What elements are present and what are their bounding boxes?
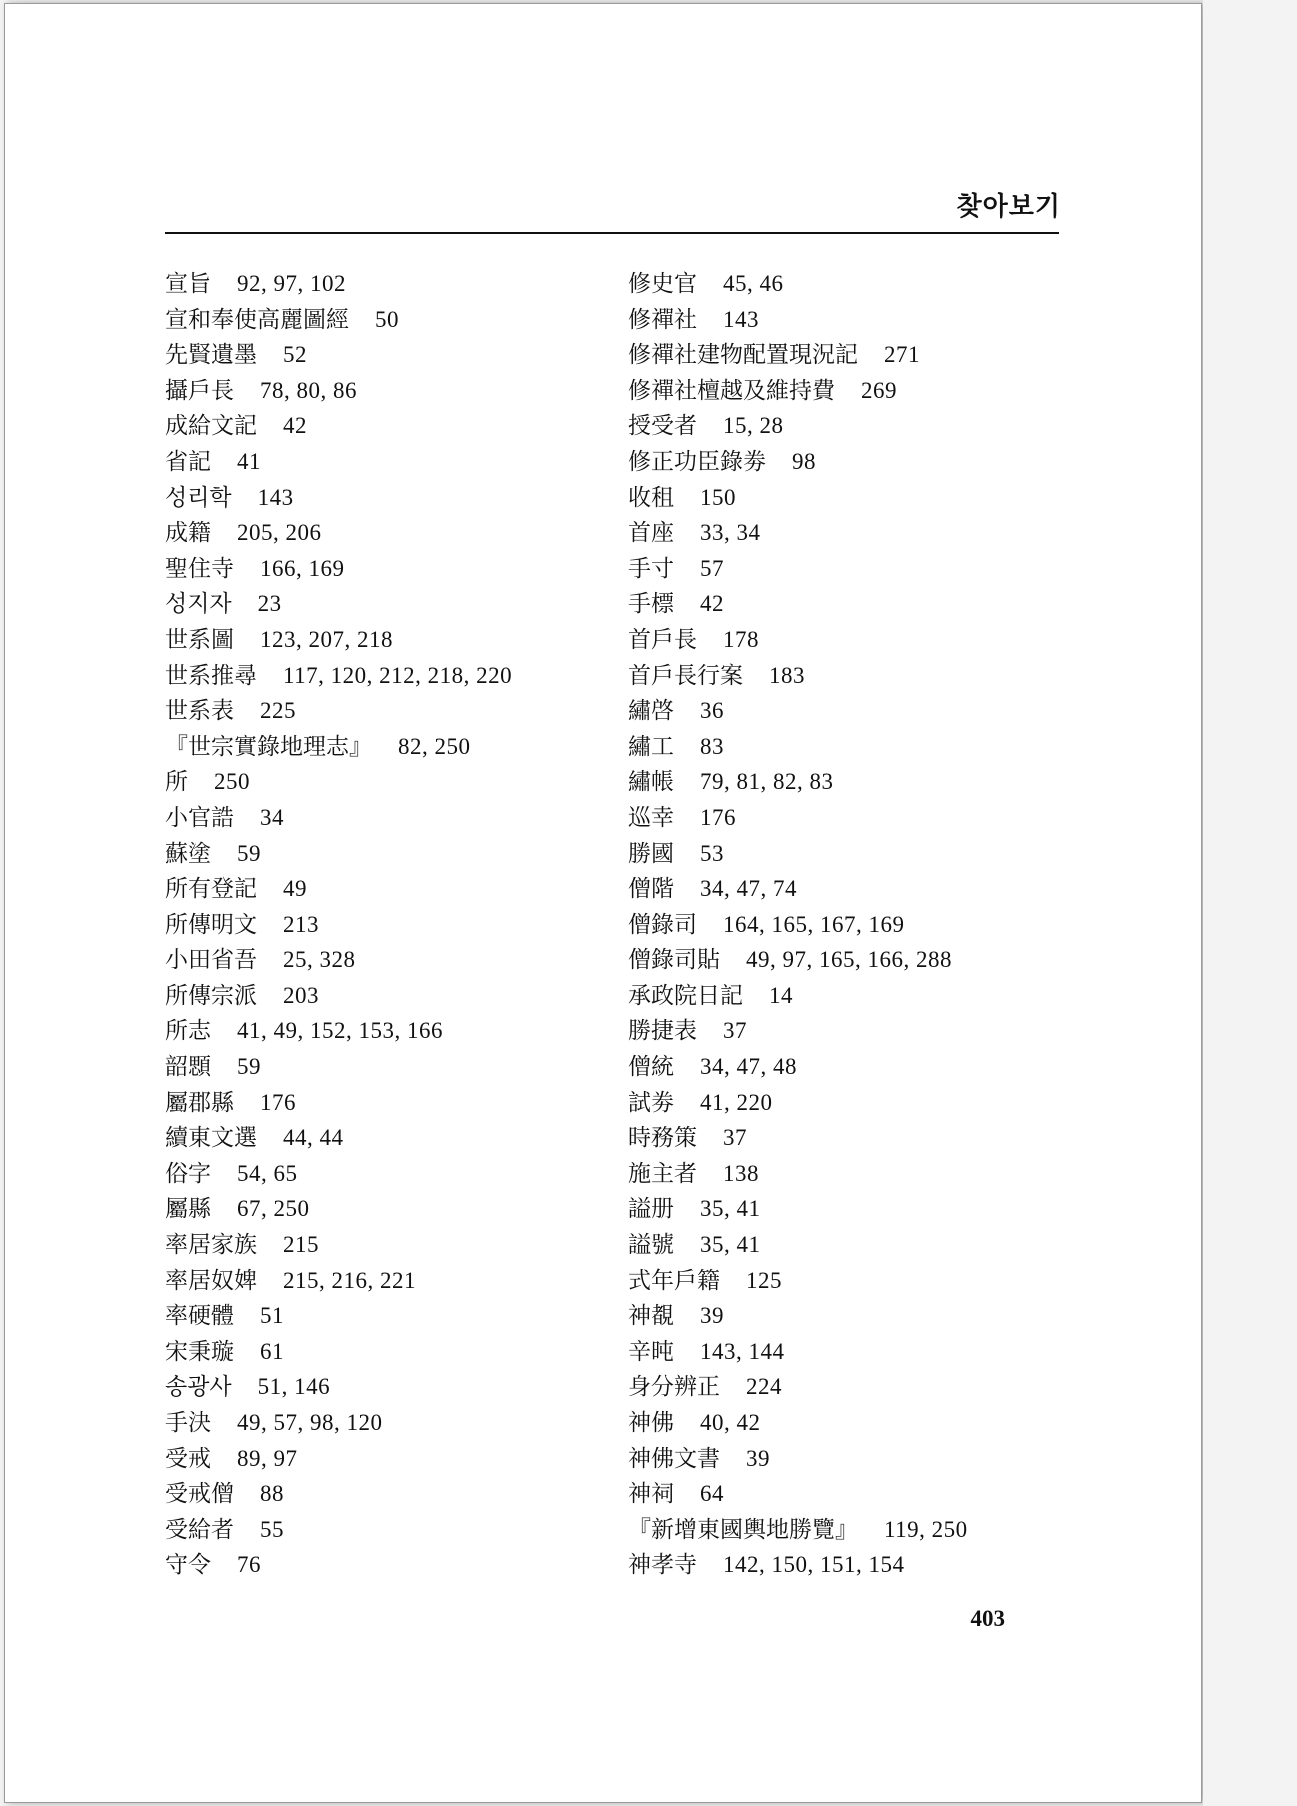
index-entry — [165, 408, 512, 444]
index-entry — [628, 1227, 968, 1263]
index-entry — [165, 1547, 512, 1583]
index-entry — [628, 586, 968, 622]
index-entry — [628, 1156, 968, 1192]
index-entry — [165, 1369, 512, 1405]
index-entry — [165, 1013, 512, 1049]
index-term: 성지자 — [165, 591, 232, 618]
index-pages: 215 — [283, 1232, 319, 1258]
index-term: 巡幸 — [628, 804, 674, 831]
index-pages: 34 — [260, 804, 284, 830]
index-term: 屬郡縣 — [165, 1089, 234, 1116]
index-term: 韶顋 — [165, 1054, 211, 1081]
index-entry — [165, 1405, 512, 1441]
index-pages: 150 — [700, 484, 736, 510]
index-entry — [165, 266, 512, 302]
index-term: 率居家族 — [165, 1232, 257, 1259]
index-pages: 125 — [746, 1267, 782, 1293]
index-term: 僧統 — [628, 1054, 674, 1081]
index-term: 송광사 — [165, 1374, 232, 1401]
index-pages: 78, 80, 86 — [260, 377, 357, 403]
index-term: 成給文記 — [165, 413, 257, 440]
index-term: 繡帳 — [628, 769, 674, 796]
index-entry — [628, 551, 968, 587]
index-entry — [165, 800, 512, 836]
index-term: 宣旨 — [165, 271, 211, 297]
index-pages: 164, 165, 167, 169 — [723, 911, 905, 937]
index-pages: 49, 57, 98, 120 — [237, 1410, 383, 1435]
index-term: 성리학 — [165, 484, 232, 511]
viewer-background — [1203, 0, 1297, 1806]
index-term: 收租 — [628, 484, 674, 511]
index-entry — [628, 302, 968, 338]
index-entry — [628, 658, 968, 694]
index-entry — [628, 337, 968, 373]
index-pages: 57 — [700, 555, 724, 581]
index-entry — [165, 444, 512, 480]
index-entry — [628, 1085, 968, 1121]
index-entry — [165, 658, 512, 694]
index-term: 修禪社 — [628, 306, 697, 333]
index-term: 所志 — [165, 1018, 211, 1045]
index-term: 首座 — [628, 520, 674, 547]
index-term: 手標 — [628, 591, 674, 618]
index-pages: 83 — [700, 733, 724, 759]
index-pages: 213 — [283, 911, 319, 937]
index-entry — [165, 729, 512, 765]
index-term: 神覩 — [628, 1303, 674, 1330]
index-entry — [628, 1441, 968, 1477]
index-term: 僧階 — [628, 876, 674, 903]
index-pages: 45, 46 — [723, 271, 784, 296]
index-entry — [165, 1476, 512, 1512]
index-entry — [165, 480, 512, 516]
index-entry — [628, 1547, 968, 1583]
index-pages: 271 — [884, 342, 920, 368]
index-term: 修史官 — [628, 271, 697, 297]
index-entry — [628, 1120, 968, 1156]
index-pages: 176 — [260, 1089, 296, 1115]
index-term: 施主者 — [628, 1160, 697, 1187]
running-title: 찾아보기 — [956, 192, 1061, 222]
index-pages: 176 — [700, 804, 736, 830]
index-term: 蘇塗 — [165, 840, 211, 867]
index-pages: 250 — [214, 769, 250, 795]
index-pages: 54, 65 — [237, 1160, 298, 1186]
index-entry — [628, 1298, 968, 1334]
index-entry — [628, 444, 968, 480]
index-entry — [628, 693, 968, 729]
index-pages: 33, 34 — [700, 520, 761, 546]
index-term: 守令 — [165, 1552, 211, 1579]
index-entry — [628, 1334, 968, 1370]
index-term: 辛旽 — [628, 1338, 674, 1365]
index-term: 世系推尋 — [165, 662, 257, 689]
index-entry — [628, 373, 968, 409]
index-entry — [165, 1120, 512, 1156]
index-term: 屬縣 — [165, 1196, 211, 1223]
index-entry — [628, 1263, 968, 1299]
index-term: 勝國 — [628, 840, 674, 867]
book-page — [4, 3, 1202, 1803]
index-column-right — [628, 266, 968, 1583]
index-pages: 142, 150, 151, 154 — [723, 1552, 905, 1578]
index-pages: 41, 49, 152, 153, 166 — [237, 1018, 443, 1044]
index-term: 成籍 — [165, 520, 211, 547]
index-term: 所 — [165, 769, 188, 796]
index-pages: 76 — [237, 1552, 261, 1578]
index-pages: 98 — [792, 448, 816, 474]
index-entry — [628, 1191, 968, 1227]
index-pages: 37 — [723, 1018, 747, 1044]
index-entry — [628, 729, 968, 765]
index-pages: 37 — [723, 1125, 747, 1151]
index-pages: 34, 47, 74 — [700, 876, 797, 902]
index-entry — [628, 1369, 968, 1405]
index-entry — [628, 1013, 968, 1049]
index-term: 『世宗實錄地理志』 — [165, 733, 372, 760]
index-pages: 205, 206 — [237, 520, 322, 546]
index-term: 小官誥 — [165, 804, 234, 831]
index-term: 所有登記 — [165, 876, 257, 903]
index-entry — [165, 693, 512, 729]
index-pages: 23 — [257, 591, 282, 617]
index-term: 率硬體 — [165, 1303, 234, 1330]
index-term: 僧錄司 — [628, 911, 697, 938]
index-entry — [628, 1512, 968, 1548]
index-entry — [165, 1263, 512, 1299]
index-pages: 224 — [746, 1374, 782, 1400]
index-pages: 143 — [257, 484, 294, 510]
index-term: 聖住寺 — [165, 555, 234, 582]
index-term: 攝戶長 — [165, 377, 234, 404]
index-term: 率居奴婢 — [165, 1267, 257, 1294]
index-pages: 64 — [700, 1481, 724, 1507]
index-pages: 52 — [283, 342, 307, 368]
index-pages: 15, 28 — [723, 413, 784, 439]
index-entry — [628, 1476, 968, 1512]
index-pages: 82, 250 — [398, 733, 471, 759]
index-entry — [165, 373, 512, 409]
index-entry — [628, 515, 968, 551]
index-term: 謚册 — [628, 1196, 674, 1223]
index-term: 受戒僧 — [165, 1481, 234, 1508]
index-pages: 79, 81, 82, 83 — [700, 769, 834, 795]
index-pages: 61 — [260, 1338, 284, 1364]
index-pages: 166, 169 — [260, 555, 345, 581]
index-pages: 14 — [769, 982, 793, 1008]
index-entry — [165, 1049, 512, 1085]
index-entry — [628, 764, 968, 800]
index-pages: 39 — [700, 1303, 724, 1329]
index-entry — [628, 800, 968, 836]
index-pages: 53 — [700, 840, 724, 866]
index-term: 受戒 — [165, 1445, 211, 1472]
index-entry — [628, 480, 968, 516]
index-pages: 41, 220 — [700, 1089, 773, 1115]
index-term: 『新增東國輿地勝覽』 — [628, 1516, 858, 1543]
index-term: 修禪社建物配置現況記 — [628, 342, 858, 369]
index-entry — [165, 1334, 512, 1370]
index-pages: 138 — [723, 1160, 759, 1186]
index-entry — [165, 907, 512, 943]
index-term: 承政院日記 — [628, 982, 743, 1009]
index-entry — [165, 942, 512, 978]
page-number: 403 — [970, 1606, 1005, 1631]
index-pages: 215, 216, 221 — [283, 1267, 416, 1293]
index-pages: 39 — [746, 1445, 770, 1471]
index-entry — [165, 1156, 512, 1192]
index-pages: 50 — [375, 306, 399, 332]
index-entry — [165, 1512, 512, 1548]
index-term: 時務策 — [628, 1125, 697, 1152]
index-entry — [165, 1227, 512, 1263]
index-pages: 88 — [260, 1481, 284, 1507]
index-entry — [628, 836, 968, 872]
index-entry — [165, 871, 512, 907]
index-pages: 269 — [861, 377, 897, 403]
index-pages: 92, 97, 102 — [237, 271, 346, 296]
index-pages: 49 — [283, 876, 307, 902]
index-term: 手決 — [165, 1410, 211, 1436]
index-term: 修禪社檀越及維持費 — [628, 377, 835, 404]
index-term: 勝捷表 — [628, 1018, 697, 1045]
index-entry — [165, 1441, 512, 1477]
index-entry — [165, 764, 512, 800]
index-term: 首戶長 — [628, 626, 697, 653]
index-term: 神佛文書 — [628, 1445, 720, 1472]
index-pages: 178 — [723, 626, 759, 652]
index-entry — [628, 622, 968, 658]
index-term: 繡啓 — [628, 698, 674, 725]
index-term: 神佛 — [628, 1410, 674, 1436]
index-pages: 36 — [700, 698, 724, 724]
index-term: 神祠 — [628, 1481, 674, 1508]
index-pages: 59 — [237, 1054, 261, 1080]
index-term: 首戶長行案 — [628, 662, 743, 689]
index-term: 所傳宗派 — [165, 982, 257, 1009]
index-term: 世系圖 — [165, 626, 234, 653]
index-pages: 123, 207, 218 — [260, 626, 393, 652]
index-pages: 34, 47, 48 — [700, 1054, 797, 1080]
index-pages: 117, 120, 212, 218, 220 — [283, 662, 513, 688]
index-pages: 225 — [260, 698, 296, 724]
index-entry — [628, 266, 968, 302]
index-term: 僧錄司貼 — [628, 947, 720, 974]
index-pages: 40, 42 — [700, 1410, 761, 1435]
index-entry — [165, 836, 512, 872]
index-pages: 143, 144 — [700, 1338, 785, 1364]
index-term: 試劵 — [628, 1089, 674, 1116]
index-entry — [165, 1191, 512, 1227]
index-term: 宣和奉使高麗圖經 — [165, 306, 349, 333]
index-term: 式年戶籍 — [628, 1267, 720, 1294]
index-entry — [165, 302, 512, 338]
index-term: 謚號 — [628, 1232, 674, 1259]
index-term: 省記 — [165, 448, 211, 475]
index-pages: 67, 250 — [237, 1196, 310, 1222]
index-term: 續東文選 — [165, 1125, 257, 1152]
index-pages: 183 — [769, 662, 805, 688]
index-entry — [165, 551, 512, 587]
index-pages: 203 — [283, 982, 319, 1008]
index-pages: 119, 250 — [884, 1516, 968, 1542]
index-entry — [165, 978, 512, 1014]
index-entry — [165, 1298, 512, 1334]
index-entry — [628, 907, 968, 943]
index-pages: 143 — [723, 306, 759, 332]
index-entry — [628, 1405, 968, 1441]
index-entry — [628, 408, 968, 444]
index-entry — [628, 1049, 968, 1085]
index-term: 小田省吾 — [165, 947, 257, 974]
index-pages: 35, 41 — [700, 1232, 761, 1258]
index-term: 身分辨正 — [628, 1374, 720, 1401]
index-entry — [165, 337, 512, 373]
index-entry — [165, 515, 512, 551]
index-pages: 41 — [237, 448, 261, 474]
index-pages: 55 — [260, 1516, 284, 1542]
index-pages: 51, 146 — [257, 1374, 331, 1400]
index-term: 世系表 — [165, 698, 234, 725]
index-entry — [628, 942, 968, 978]
index-pages: 25, 328 — [283, 947, 356, 973]
index-pages: 49, 97, 165, 166, 288 — [746, 947, 952, 973]
index-term: 神孝寺 — [628, 1552, 697, 1579]
index-entry — [628, 978, 968, 1014]
index-term: 宋秉璇 — [165, 1338, 234, 1365]
index-term: 授受者 — [628, 413, 697, 440]
index-term: 俗字 — [165, 1160, 211, 1187]
index-entry — [165, 622, 512, 658]
header-rule — [165, 232, 1059, 234]
index-entry — [165, 1085, 512, 1121]
index-pages: 51 — [260, 1303, 284, 1329]
index-entry — [628, 871, 968, 907]
index-term: 所傳明文 — [165, 911, 257, 938]
index-pages: 59 — [237, 840, 261, 866]
index-pages: 89, 97 — [237, 1445, 298, 1471]
index-pages: 42 — [283, 413, 307, 439]
index-column-left — [165, 266, 512, 1583]
index-pages: 44, 44 — [283, 1125, 344, 1151]
index-term: 手寸 — [628, 555, 674, 582]
index-term: 受給者 — [165, 1516, 234, 1543]
index-term: 繡工 — [628, 733, 674, 760]
index-pages: 42 — [700, 591, 724, 617]
index-term: 修正功臣錄劵 — [628, 448, 766, 475]
index-entry — [165, 586, 512, 622]
index-pages: 35, 41 — [700, 1196, 761, 1222]
index-term: 先賢遺墨 — [165, 342, 257, 369]
